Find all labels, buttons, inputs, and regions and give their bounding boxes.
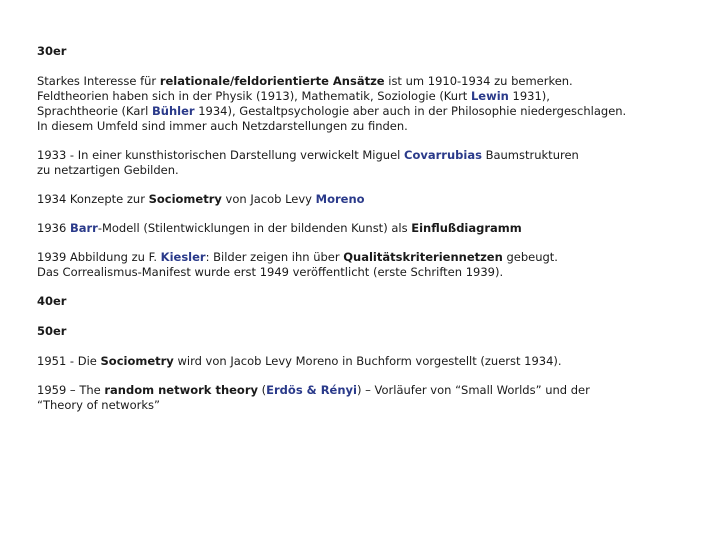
term-sociometry: Sociometry [100,354,174,368]
entry-1933-line-2: zu netzartigen Gebilden. [37,163,179,177]
entry-1959-line-1 [37,383,697,398]
entry-1959 [37,383,697,413]
intro-line-1 [37,74,697,89]
intro-line-4: In diesem Umfeld sind immer auch Netzdarstellungen zu finden. [37,119,408,133]
entry-1959-line-2: “Theory of networks” [37,398,160,412]
name-erdos-renyi: Erdös & Rényi [266,383,357,397]
entry-1934 [37,192,697,207]
text: 1933 - In einer kunsthistorischen Darstellung verwickelt Miguel [37,148,405,162]
text: Feldtheorien haben sich in der Physik (1913), Mathematik, Soziologie (Kurt [37,89,471,103]
entry-1936-line [37,221,697,236]
text: 1936 [37,221,70,235]
name-buehler: Bühler [152,104,195,118]
term-quality-criteria-networks: Qualitätskriteriennetzen [343,250,503,264]
text: 1959 – The [37,383,105,397]
text: Sprachtheorie (Karl [37,104,152,118]
entry-1951 [37,354,697,369]
name-barr: Barr [69,221,98,235]
entry-1939 [37,250,697,280]
text: 1939 Abbildung zu F. [37,250,161,264]
entry-1933 [37,148,697,178]
slide-content [37,44,697,427]
heading-30er: 30er [37,44,67,58]
heading-50er: 50er [37,324,67,338]
entry-1933-line-1 [37,148,697,163]
name-covarrubias: Covarrubias [404,148,482,162]
name-kiesler: Kiesler [160,250,206,264]
entry-1936 [37,221,697,236]
intro-line-2 [37,89,697,104]
term-influence-diagram: Einflußdiagramm [411,221,522,235]
intro-paragraph [37,74,697,134]
text: ist um 1910-1934 zu bemerken. [384,74,573,88]
term-sociometry: Sociometry [148,192,222,206]
intro-line-3 [37,104,697,119]
text: von Jacob Levy [221,192,316,206]
entry-1939-line-2: Das Correalismus-Manifest wurde erst 1949 veröffentlicht (erste Schriften 1939). [37,265,504,279]
text: wird von Jacob Levy Moreno in Buchform vorgestellt (zuerst 1934). [173,354,562,368]
name-lewin: Lewin [470,89,509,103]
entry-1951-line [37,354,697,369]
text: Starkes Interesse für [37,74,160,88]
text: 1931), [508,89,550,103]
heading-40er: 40er [37,294,67,308]
text: gebeugt. [502,250,558,264]
entry-1939-line-1 [37,250,697,265]
name-moreno: Moreno [315,192,365,206]
text: ( [258,383,267,397]
text: 1951 - Die [37,354,101,368]
text: Baumstrukturen [481,148,579,162]
text: : Bilder zeigen ihn über [205,250,344,264]
term-random-network-theory: random network theory [104,383,258,397]
text: -Modell (Stilentwicklungen in der bildenden Kunst) als [97,221,412,235]
text: 1934), Gestaltpsychologie aber auch in der Philosophie niedergeschlagen. [194,104,627,118]
text: 1934 Konzepte zur [37,192,149,206]
text: ) – Vorläufer von “Small Worlds” und der [356,383,590,397]
term-relational-approaches: relationale/feldorientierte Ansätze [159,74,385,88]
entry-1934-line [37,192,697,207]
